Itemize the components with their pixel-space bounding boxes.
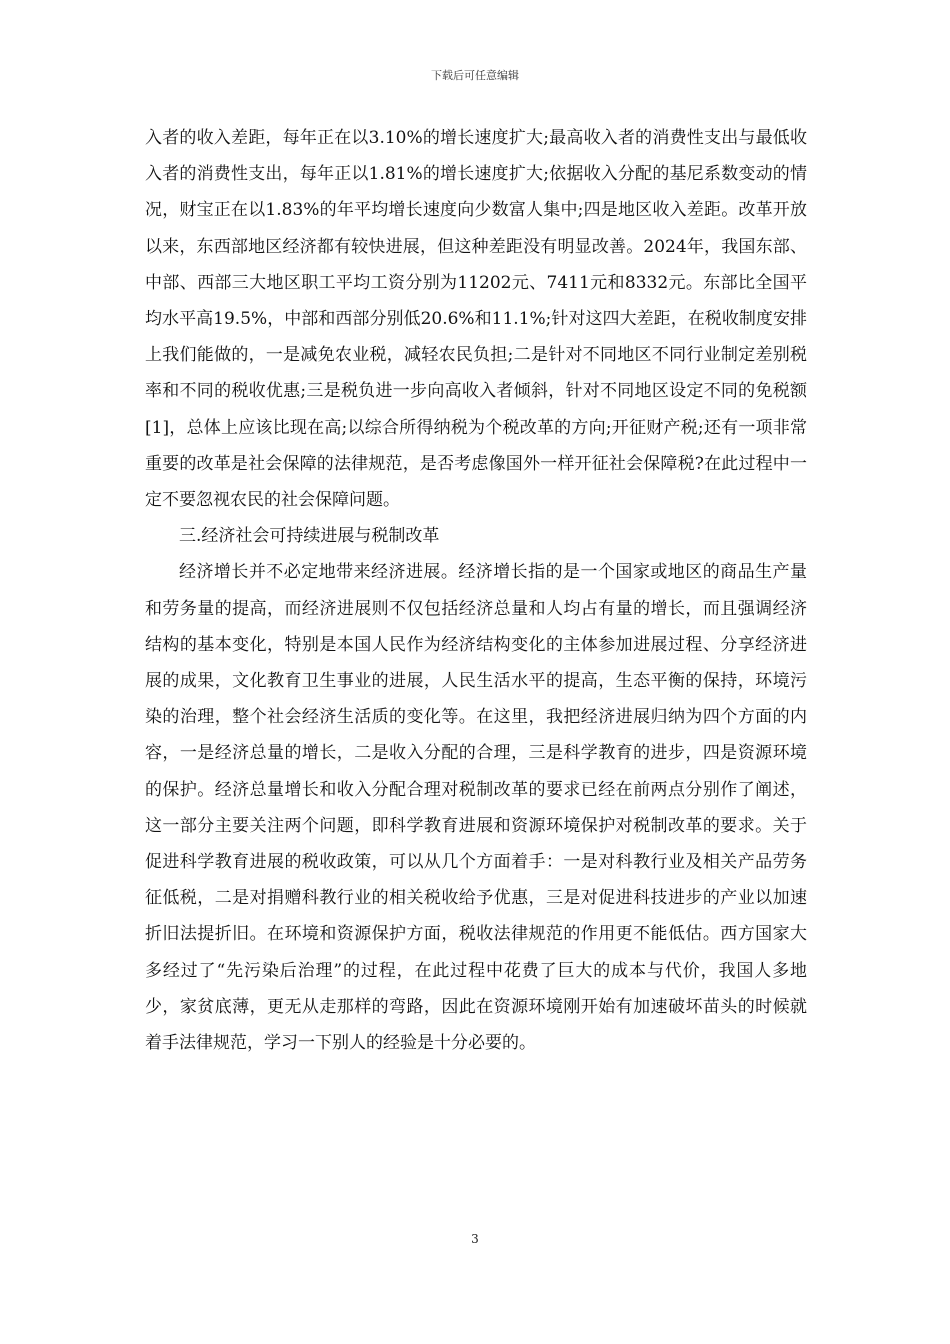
page-number: 3 xyxy=(471,1232,479,1246)
section-heading: 三.经济社会可持续进展与税制改革 xyxy=(179,526,440,547)
page-header: 下载后可任意编辑 xyxy=(431,69,519,82)
body-paragraph-continuation: 入者的收入差距，每年正在以3.10%的增长速度扩大;最高收入者的消费性支出与最低收入者的消费性支出，每年正以1.81%的增长速度扩大;依据收入分配的基尼系数变动的情况，财宝正在以1.83%的年平均增长速度向少数富人集中;四是地区收入差距。改革开放以来，东西部地区经济都有较快进展，但这种差距没有明显改善。2024年，我国东部、中部、西部三大地区职工平均工资分别为11202元、7411元和8332元。东部比全国平均水平高19.5%，中部和西部分别低20.6%和11.1%;针对这四大差距，在税收制度安排上我们能做的，一是减免农业税，减轻农民负担;二是针对不同地区不同行业制定差别税率和不同的税收优惠;三是税负进一步向高收入者倾斜，针对不同地区设定不同的免税额[1]，总体上应该比现在高;以综合所得纳税为个税改革的方向;开征财产税;还有一项非常重要的改革是社会保障的法律规范，是否考虑像国外一样开征社会保障税?在此过程中一定不要忽视农民的社会保障问题。 xyxy=(145,128,807,511)
body-paragraph: 经济增长并不必定地带来经济进展。经济增长指的是一个国家或地区的商品生产量和劳务量的提高，而经济进展则不仅包括经济总量和人均占有量的增长，而且强调经济结构的基本变化，特别是本国人民作为经济结构变化的主体参加进展过程、分享经济进展的成果，文化教育卫生事业的进展，人民生活水平的提高，生态平衡的保持，环境污染的治理，整个社会经济生活质的变化等。在这里，我把经济进展归纳为四个方面的内容，一是经济总量的增长，二是收入分配的合理，三是科学教育的进步，四是资源环境的保护。经济总量增长和收入分配合理对税制改革的要求已经在前两点分别作了阐述，这一部分主要关注两个问题，即科学教育进展和资源环境保护对税制改革的要求。关于促进科学教育进展的税收政策，可以从几个方面着手：一是对科教行业及相关产品劳务征低税，二是对捐赠科教行业的相关税收给予优惠，三是对促进科技进步的产业以加速折旧法提折旧。在环境和资源保护方面，税收法律规范的作用更不能低估。西方国家大多经过了“先污染后治理”的过程，在此过程中花费了巨大的成本与代价，我国人多地少，家贫底薄，更无从走那样的弯路，因此在资源环境刚开始有加速破坏苗头的时候就着手法律规范，学习一下别人的经验是十分必要的。 xyxy=(145,562,807,1054)
page-content xyxy=(145,120,807,1061)
